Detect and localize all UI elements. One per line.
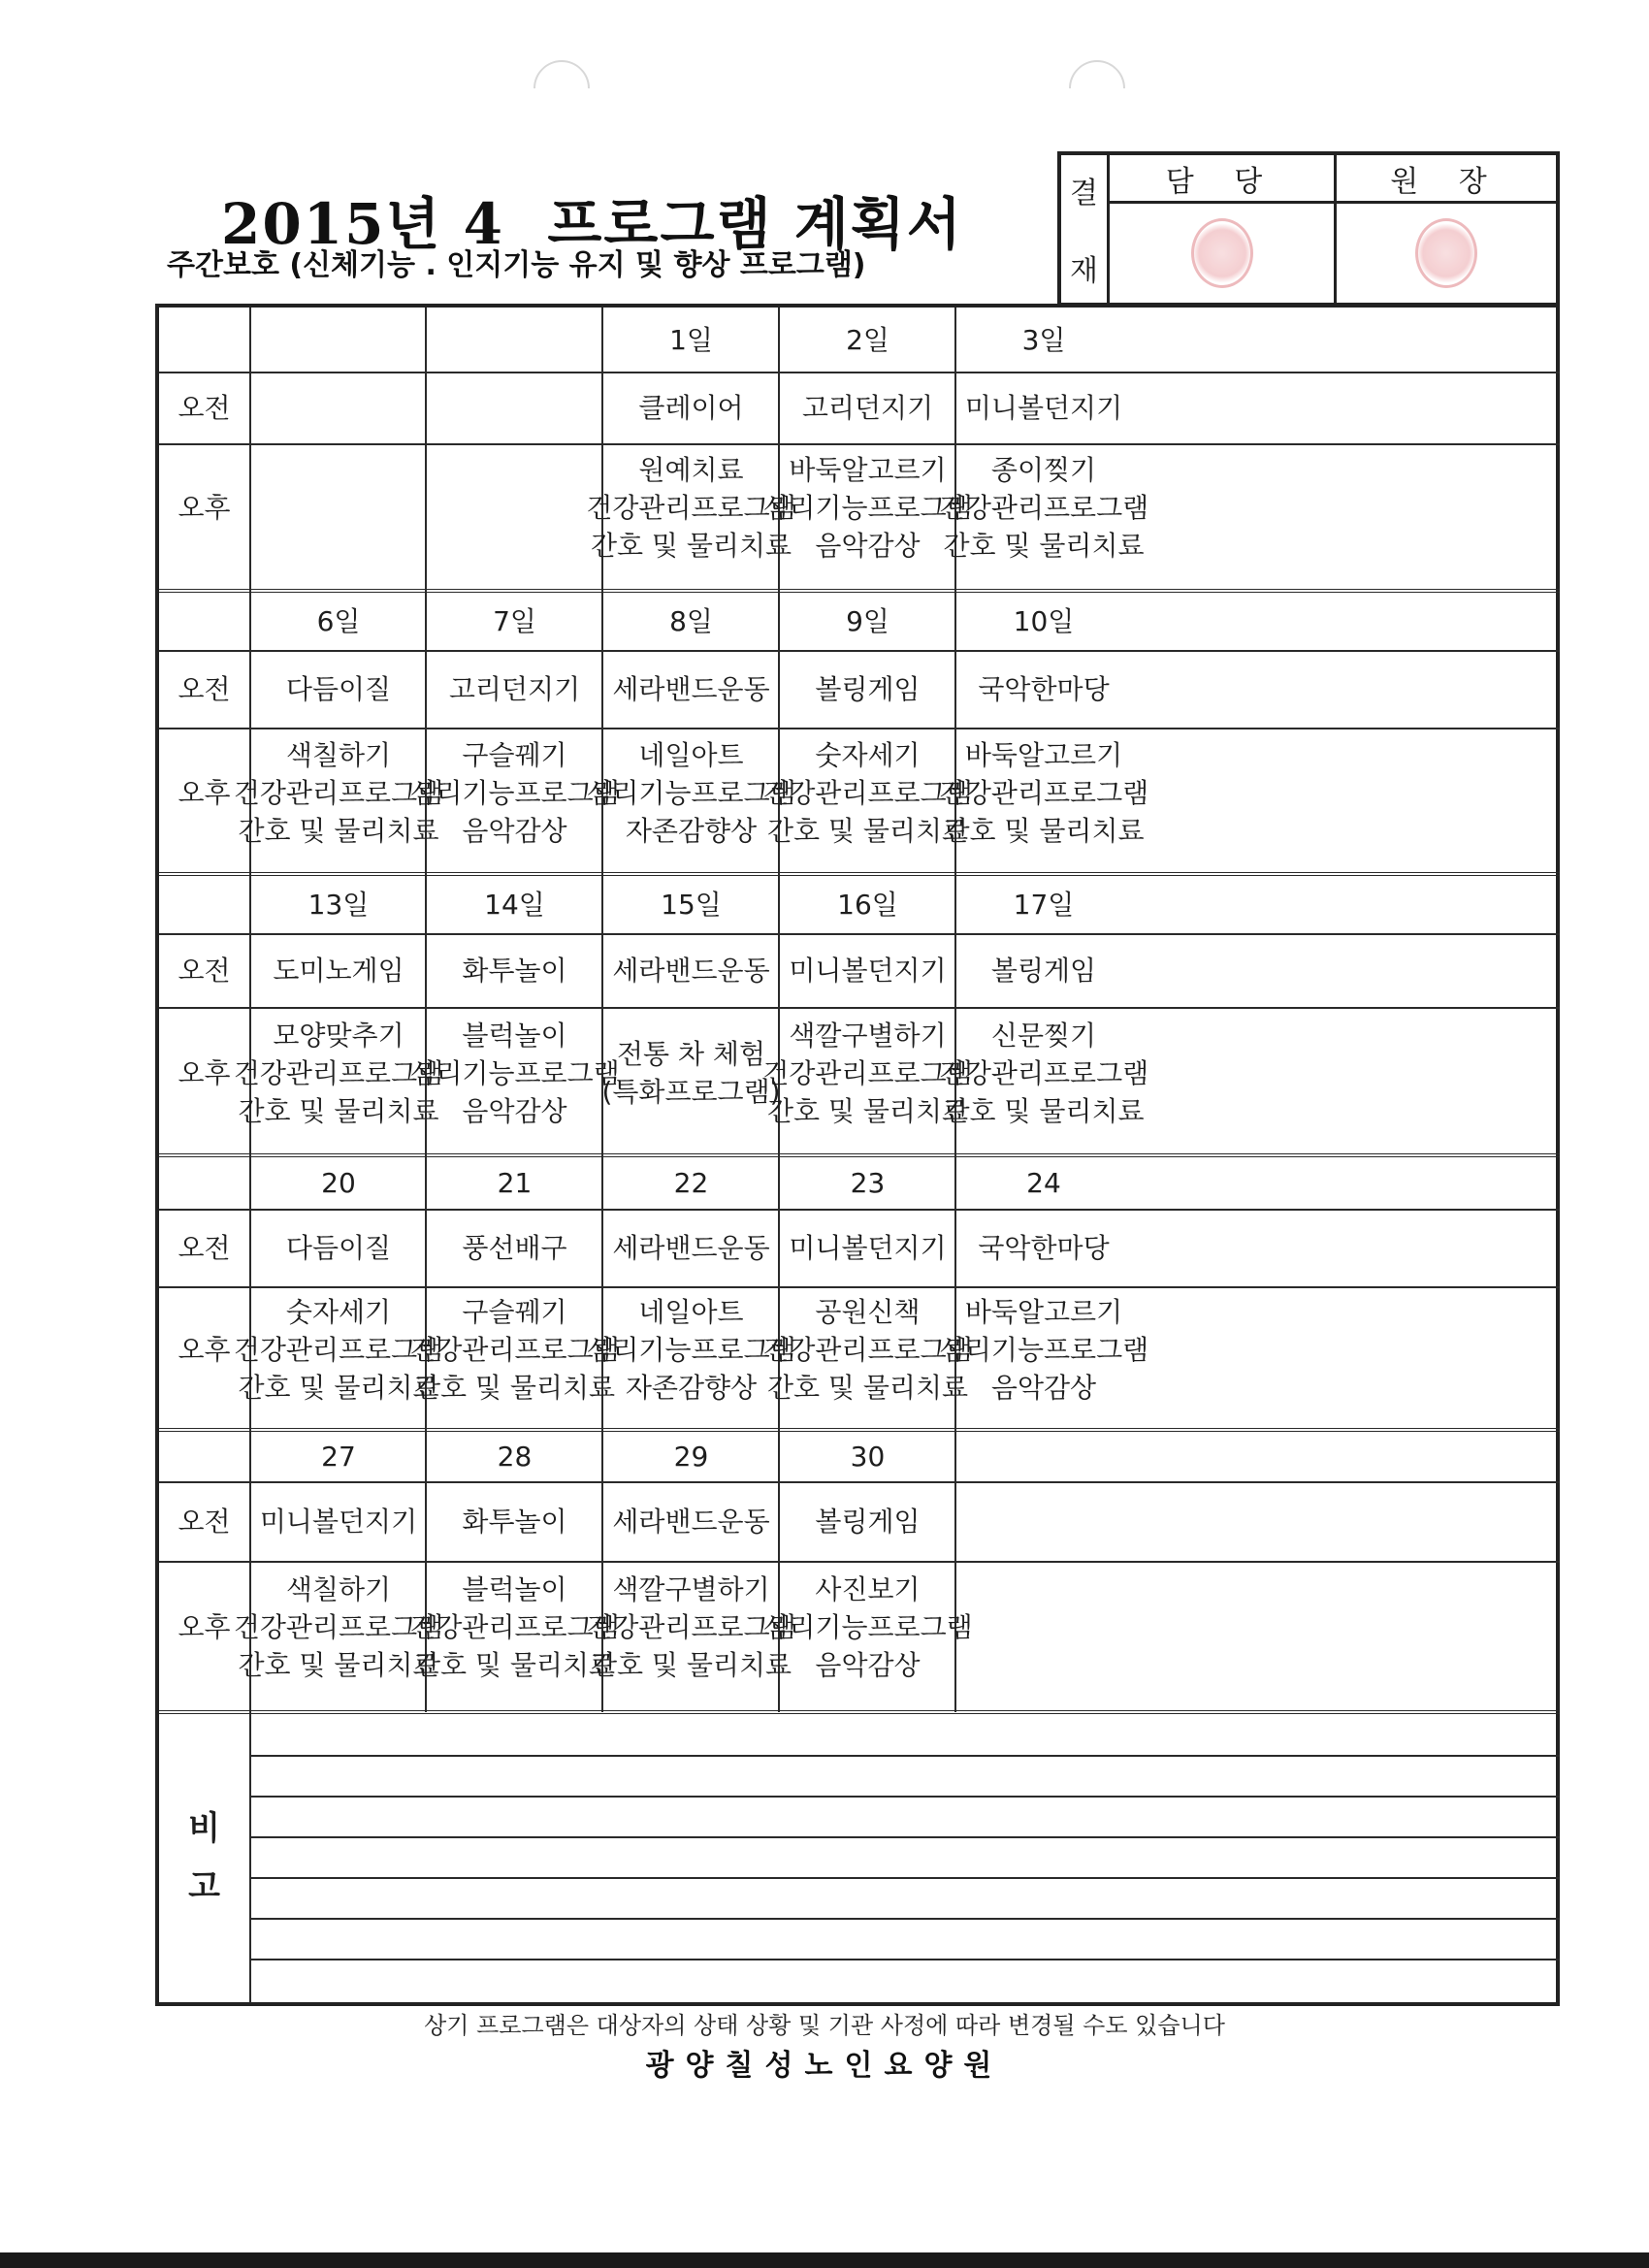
- day-header: [956, 875, 1131, 933]
- cell-text-line: 간호 및 물리치료: [413, 1371, 616, 1404]
- cell-text-line: 네일아트: [638, 1295, 744, 1328]
- footer-note: 상기 프로그램은 대상자의 상태 상황 및 기관 사정에 따라 변경될 수도 있습니다: [424, 2012, 1225, 2039]
- cell-text-line: 다듬이질: [285, 672, 392, 705]
- cell-text-line: 심리기능프로그램: [409, 776, 620, 809]
- cell-text-line: 오후: [178, 1333, 231, 1366]
- cell-text-line: 세라밴드운동: [612, 1231, 770, 1264]
- day-header: [603, 308, 779, 372]
- am-activity: [427, 933, 602, 1007]
- day-header: [251, 592, 426, 650]
- page-subtitle: 주간보호 (신체기능 . 인지기능 유지 및 향상 프로그램): [167, 248, 866, 282]
- cell-text-line: 오후: [178, 1610, 231, 1643]
- cell-text-line: 음악감상: [462, 1094, 567, 1127]
- cell-text-line: 건강관리프로그램: [762, 1056, 973, 1089]
- day-header: [780, 1431, 955, 1481]
- cell-text-line: 신문찢기: [990, 1019, 1097, 1052]
- cell-text-line: 29: [673, 1440, 709, 1473]
- notes-ruled-line: [251, 1877, 1560, 1879]
- am-activity: [427, 1481, 602, 1561]
- pm-activities: [762, 1561, 973, 1693]
- cell-text-line: 화투놀이: [462, 954, 567, 987]
- cell-text-line: 16일: [837, 888, 898, 921]
- cell-text-line: 풍선배구: [462, 1231, 567, 1264]
- cell-text-line: 국악한마당: [978, 672, 1110, 705]
- day-header: [427, 308, 602, 372]
- row-label-am: [159, 1209, 249, 1286]
- cell-text-line: 간호 및 물리치료: [766, 1371, 969, 1404]
- cell-text-line: 간호 및 물리치료: [238, 1648, 439, 1681]
- row-label-am: [159, 1481, 249, 1561]
- cell-text-line: 6일: [316, 604, 361, 637]
- pm-activities: [586, 1286, 796, 1412]
- cell-text-line: 숫자세기: [815, 738, 921, 771]
- red-seal-stamp: [1415, 218, 1477, 288]
- notes-ruled-line: [251, 1796, 1560, 1798]
- cell-text-line: 모양맞추기: [273, 1019, 404, 1052]
- cell-text-line: 종이찢기: [990, 453, 1097, 486]
- pm-activities: [233, 1286, 444, 1412]
- cell-text-line: 간호 및 물리치료: [943, 814, 1145, 847]
- am-activity: [603, 650, 779, 728]
- am-activity: [603, 1481, 779, 1561]
- cell-text-line: 심리기능프로그램: [586, 1333, 796, 1366]
- cell-text-line: 세라밴드운동: [612, 672, 770, 705]
- approval-director-signature: [1337, 204, 1556, 303]
- day-header: [427, 1431, 602, 1481]
- am-activity: [956, 650, 1131, 728]
- cell-text-line: 볼링게임: [990, 954, 1097, 987]
- cell-text-line: 17일: [1013, 888, 1075, 921]
- cell-text-line: 건강관리프로그램: [938, 491, 1149, 524]
- cell-text-line: 고리던지기: [801, 391, 934, 424]
- cell-text-line: 10일: [1013, 604, 1075, 637]
- scan-edge: [0, 2252, 1649, 2268]
- day-header: [956, 1156, 1131, 1209]
- day-header: [780, 308, 955, 372]
- day-header: [251, 1156, 426, 1209]
- cell-text-line: 건강관리프로그램: [938, 1056, 1149, 1089]
- cell-text-line: 9일: [846, 604, 889, 637]
- day-header: [780, 875, 955, 933]
- pm-activities: [762, 1007, 973, 1139]
- pm-activities: [586, 443, 796, 571]
- cell-text-line: 구슬꿰기: [462, 738, 567, 771]
- cell-text-line: 네일아트: [638, 738, 744, 771]
- cell-text-line: 간호 및 물리치료: [943, 1094, 1145, 1127]
- am-activity: [251, 372, 426, 443]
- cell-text-line: 자존감향상: [625, 1371, 758, 1404]
- cell-text-line: 건강관리프로그램: [409, 1333, 620, 1366]
- cell-text-line: 심리기능프로그램: [409, 1056, 620, 1089]
- cell-text-line: 세라밴드운동: [612, 954, 770, 987]
- cell-text-line: 건강관리프로그램: [586, 1610, 796, 1643]
- cell-text-line: 오전: [178, 1231, 231, 1264]
- cell-text-line: 자존감향상: [625, 814, 758, 847]
- cell-text-line: 15일: [661, 888, 722, 921]
- cell-text-line: 2일: [846, 323, 889, 356]
- cell-text-line: 블럭놀이: [462, 1572, 567, 1605]
- cell-text-line: 원예치료: [638, 453, 744, 486]
- notes-ruled-line: [251, 1755, 1560, 1757]
- cell-text-line: 미니볼던지기: [789, 1231, 947, 1264]
- cell-text-line: 미니볼던지기: [789, 954, 947, 987]
- day-header: [427, 1156, 602, 1209]
- red-seal-stamp: [1191, 218, 1253, 288]
- cell-text-line: 비: [188, 1809, 220, 1848]
- cell-text-line: 건강관리프로그램: [233, 1056, 444, 1089]
- cell-text-line: 미니볼던지기: [259, 1505, 418, 1538]
- am-activity: [603, 933, 779, 1007]
- pm-activities: [251, 443, 426, 571]
- notes-ruled-line: [251, 1918, 1560, 1920]
- cell-text-line: 건강관리프로그램: [409, 1610, 620, 1643]
- row-label-am: [159, 372, 249, 443]
- notes-label: [159, 1714, 249, 2001]
- pm-activities: [938, 1286, 1149, 1412]
- pm-activities: [427, 443, 602, 571]
- cell-text-line: 고: [188, 1867, 220, 1906]
- day-header: [251, 875, 426, 933]
- cell-text-line: 간호 및 물리치료: [413, 1648, 616, 1681]
- pm-activities: [409, 1007, 620, 1139]
- cell-text-line: 30: [850, 1440, 886, 1473]
- am-activity: [956, 1481, 1131, 1561]
- am-activity: [956, 1209, 1131, 1286]
- cell-text-line: 건강관리프로그램: [233, 776, 444, 809]
- pm-activities: [233, 1561, 444, 1693]
- hole-punch-right: [1057, 49, 1137, 128]
- cell-text-line: 건강관리프로그램: [233, 1610, 444, 1643]
- cell-text-line: 오후: [178, 776, 231, 809]
- am-activity: [427, 372, 602, 443]
- cell-text-line: 14일: [484, 888, 545, 921]
- am-activity: [603, 372, 779, 443]
- cell-text-line: (특화프로그램): [601, 1076, 781, 1108]
- row-divider: [159, 1710, 1560, 1714]
- cell-text-line: 다듬이질: [285, 1231, 392, 1264]
- cell-text-line: 오전: [178, 391, 231, 424]
- cell-text-line: 바둑알고르기: [964, 738, 1123, 771]
- cell-text-line: 오전: [178, 672, 231, 705]
- approval-side-char-2: 재: [1070, 254, 1098, 288]
- cell-text-line: 색깔구별하기: [612, 1572, 770, 1605]
- pm-activities: [762, 443, 973, 571]
- cell-text-line: 건강관리프로그램: [762, 776, 973, 809]
- row-label-pm: [159, 443, 249, 571]
- cell-text-line: 건강관리프로그램: [586, 491, 796, 524]
- cell-text-line: 24: [1026, 1166, 1061, 1199]
- day-header: [603, 1156, 779, 1209]
- cell-text-line: 사진보기: [815, 1572, 921, 1605]
- pm-activities: [762, 728, 973, 858]
- am-activity: [427, 1209, 602, 1286]
- approval-box: [1057, 151, 1560, 307]
- cell-text-line: 미니볼던지기: [964, 391, 1123, 424]
- cell-text-line: 볼링게임: [815, 672, 921, 705]
- cell-text-line: 심리기능프로그램: [938, 1333, 1149, 1366]
- cell-text-line: 23: [850, 1166, 886, 1199]
- day-header: [251, 1431, 426, 1481]
- approval-side-char-1: 결: [1070, 177, 1098, 211]
- pm-activities: [938, 1007, 1149, 1139]
- cell-text-line: 27: [321, 1440, 356, 1473]
- cell-text-line: 색칠하기: [285, 1572, 392, 1605]
- hole-punch-left: [522, 49, 601, 128]
- cell-text-line: 화투놀이: [462, 1505, 567, 1538]
- cell-text-line: 오전: [178, 954, 231, 987]
- am-activity: [780, 1209, 955, 1286]
- pm-activities: [603, 1007, 779, 1139]
- notes-ruled-line: [251, 1836, 1560, 1838]
- am-activity: [251, 650, 426, 728]
- pm-activities: [762, 1286, 973, 1412]
- am-activity: [780, 372, 955, 443]
- cell-text-line: 간호 및 물리치료: [238, 814, 439, 847]
- cell-text-line: 건강관리프로그램: [938, 776, 1149, 809]
- pm-activities: [409, 728, 620, 858]
- am-activity: [780, 1481, 955, 1561]
- am-activity: [780, 933, 955, 1007]
- cell-text-line: 공원신책: [815, 1295, 921, 1328]
- day-header: [603, 592, 779, 650]
- pm-activities: [938, 728, 1149, 858]
- cell-text-line: 13일: [307, 888, 370, 921]
- cell-text-line: 1일: [669, 323, 713, 356]
- am-activity: [780, 650, 955, 728]
- day-header: [780, 1156, 955, 1209]
- notes-ruled-line: [251, 1959, 1560, 1960]
- cell-text-line: 음악감상: [815, 1648, 921, 1681]
- cell-text-line: 오후: [178, 1056, 231, 1089]
- day-header: [427, 875, 602, 933]
- pm-activities: [586, 1561, 796, 1693]
- pm-activities: [409, 1561, 620, 1693]
- schedule-table: [155, 304, 1560, 2006]
- cell-text-line: 국악한마당: [978, 1231, 1110, 1264]
- cell-text-line: 색깔구별하기: [789, 1019, 947, 1052]
- cell-text-line: 심리기능프로그램: [762, 491, 973, 524]
- approval-manager-signature: [1110, 204, 1337, 303]
- cell-text-line: 간호 및 물리치료: [943, 529, 1145, 562]
- pm-activities: [586, 728, 796, 858]
- day-header: [956, 308, 1131, 372]
- approval-side-label: [1061, 155, 1110, 303]
- cell-text-line: 블럭놀이: [462, 1019, 567, 1052]
- day-header: [780, 592, 955, 650]
- cell-text-line: 간호 및 물리치료: [766, 1094, 969, 1127]
- pm-activities: [233, 1007, 444, 1139]
- cell-text-line: 바둑알고르기: [789, 453, 947, 486]
- page-title: 2015년 4 프로그램 계획서: [221, 191, 963, 257]
- cell-text-line: 21: [497, 1166, 533, 1199]
- cell-text-line: 간호 및 물리치료: [238, 1094, 439, 1127]
- cell-text-line: 볼링게임: [815, 1505, 921, 1538]
- cell-text-line: 바둑알고르기: [964, 1295, 1123, 1328]
- day-header: [956, 1431, 1131, 1481]
- cell-text-line: 음악감상: [462, 814, 567, 847]
- cell-text-line: 28: [497, 1440, 533, 1473]
- am-activity: [603, 1209, 779, 1286]
- row-label-am: [159, 650, 249, 728]
- pm-activities: [233, 728, 444, 858]
- cell-text-line: 건강관리프로그램: [762, 1333, 973, 1366]
- day-header: [603, 1431, 779, 1481]
- day-header: [956, 592, 1131, 650]
- day-header: [427, 592, 602, 650]
- am-activity: [251, 1209, 426, 1286]
- day-header: [603, 875, 779, 933]
- day-header: [251, 308, 426, 372]
- cell-text-line: 숫자세기: [285, 1295, 392, 1328]
- cell-text-line: 간호 및 물리치료: [590, 529, 792, 562]
- organization-name: 광양칠성노인요양원: [645, 2049, 1004, 2083]
- cell-text-line: 고리던지기: [448, 672, 581, 705]
- pm-activities: [938, 443, 1149, 571]
- cell-text-line: 간호 및 물리치료: [766, 814, 969, 847]
- cell-text-line: 구슬꿰기: [462, 1295, 567, 1328]
- cell-text-line: 7일: [493, 604, 536, 637]
- pm-activities: [956, 1561, 1131, 1693]
- am-activity: [956, 933, 1131, 1007]
- cell-text-line: 간호 및 물리치료: [590, 1648, 792, 1681]
- cell-text-line: 심리기능프로그램: [762, 1610, 973, 1643]
- approval-col-manager-header: 담 당: [1110, 155, 1337, 204]
- cell-text-line: 색칠하기: [285, 738, 392, 771]
- cell-text-line: 클레이어: [638, 391, 744, 424]
- cell-text-line: 오후: [178, 491, 231, 524]
- cell-text-line: 도미노게임: [273, 954, 404, 987]
- cell-text-line: 오전: [178, 1505, 231, 1538]
- row-label-am: [159, 933, 249, 1007]
- cell-text-line: 전통 차 체험: [616, 1038, 766, 1070]
- cell-text-line: 심리기능프로그램: [586, 776, 796, 809]
- cell-text-line: 22: [673, 1166, 709, 1199]
- cell-text-line: 음악감상: [815, 529, 921, 562]
- cell-text-line: 8일: [669, 604, 713, 637]
- am-activity: [956, 372, 1131, 443]
- cell-text-line: 간호 및 물리치료: [238, 1371, 439, 1404]
- am-activity: [251, 1481, 426, 1561]
- pm-activities: [409, 1286, 620, 1412]
- cell-text-line: 세라밴드운동: [612, 1505, 770, 1538]
- cell-text-line: 음악감상: [990, 1371, 1097, 1404]
- cell-text-line: 3일: [1021, 323, 1066, 356]
- am-activity: [427, 650, 602, 728]
- approval-col-director-header: 원 장: [1337, 155, 1556, 204]
- am-activity: [251, 933, 426, 1007]
- cell-text-line: 건강관리프로그램: [233, 1333, 444, 1366]
- cell-text-line: 20: [321, 1166, 356, 1199]
